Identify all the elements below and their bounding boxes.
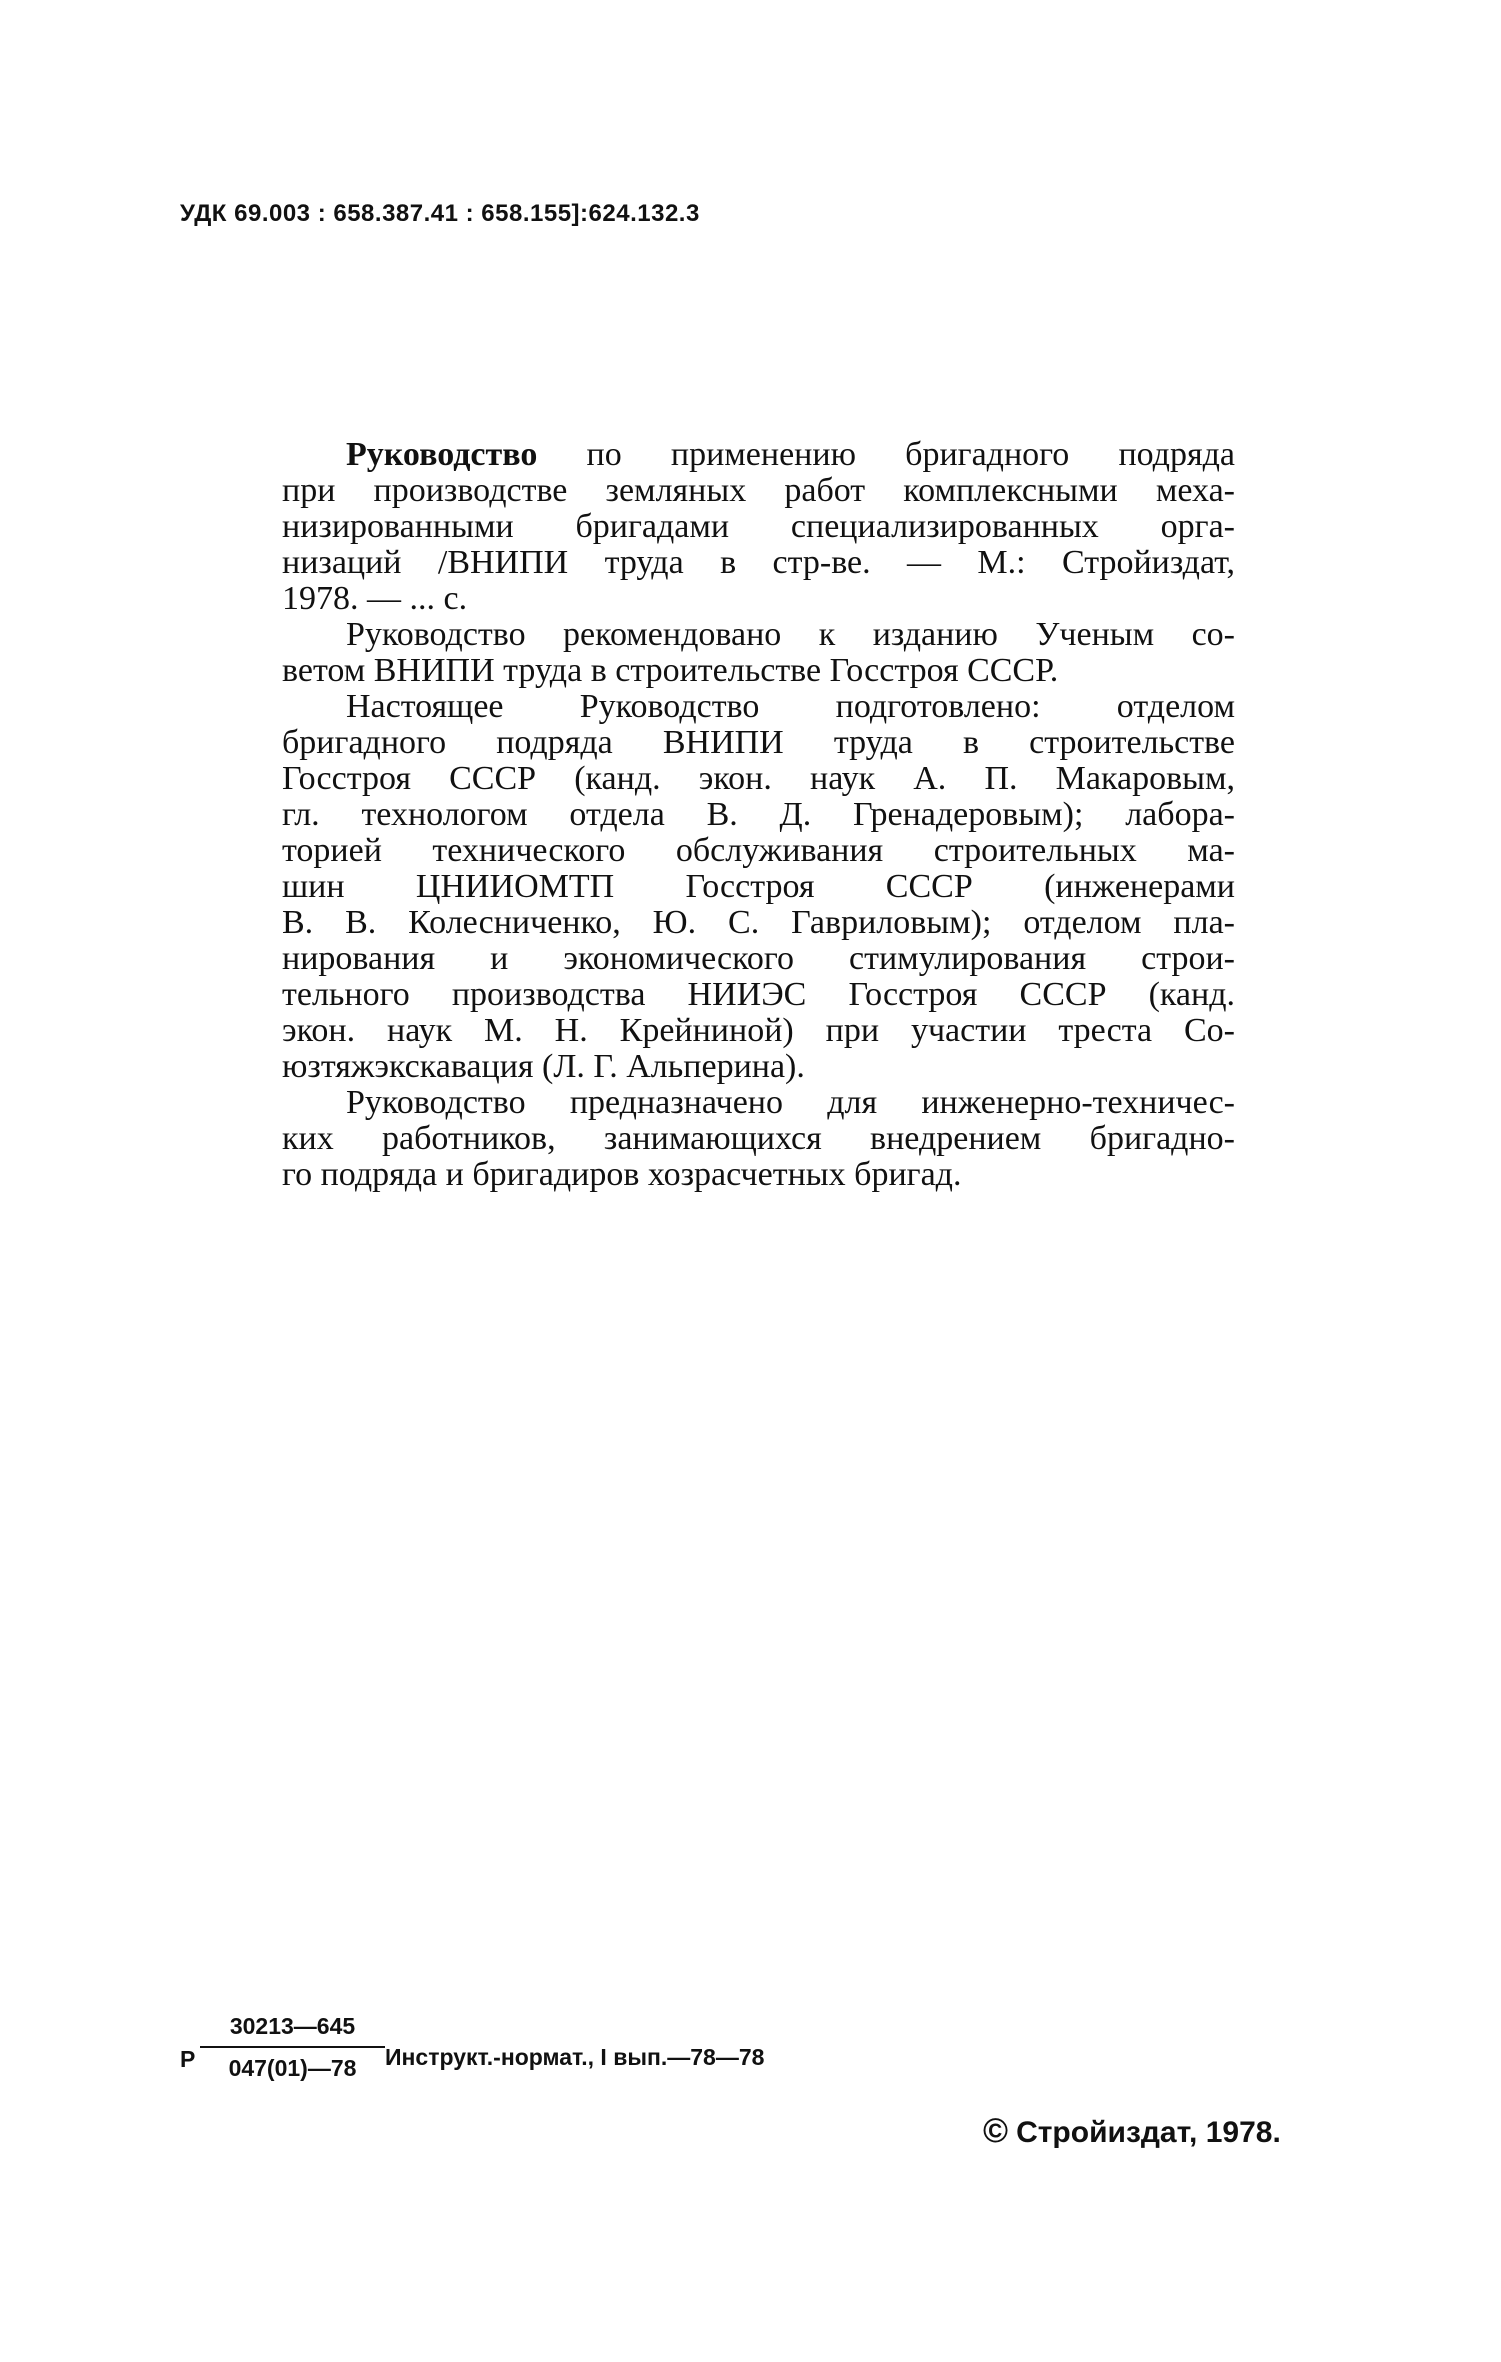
text-line: ких работников, занимающихся внедрением бригадно- [282, 1120, 1235, 1157]
text-line: го подряда и бригадиров хозрасчетных бригад. [282, 1156, 962, 1193]
text-line: низированными бригадами специализированных орга- [282, 508, 1235, 545]
abstract-paragraph-recommendation [282, 617, 1235, 689]
text-line: экон. наук М. Н. Крейниной) при участии треста Со- [282, 1012, 1235, 1049]
publication-code-numerator: 30213—645 [229, 2013, 356, 2039]
abstract-paragraph-authors [282, 689, 1235, 1085]
abstract-paragraph-citation [282, 437, 1235, 617]
text-line: 1978. — ... с. [282, 580, 468, 617]
text-line: В. В. Колесниченко, Ю. С. Гавриловым); отделом пла- [282, 904, 1235, 941]
copyright-notice [983, 2112, 1281, 2151]
text-line: тельного производства НИИЭС Госстроя СССР (канд. [282, 976, 1235, 1013]
text-line: шин ЦНИИОМТП Госстроя СССР (инженерами [282, 868, 1235, 905]
text-segment: по применению бригадного подряда [537, 436, 1235, 473]
text-line: при производстве земляных работ комплексными меха- [282, 472, 1235, 509]
publication-code-prefix: Р [180, 2046, 196, 2072]
publication-code-fraction [200, 2010, 385, 2084]
fraction-bar [200, 2046, 385, 2048]
publication-code-denominator: 047(01)—78 [228, 2055, 357, 2081]
text-line [282, 437, 1235, 473]
publication-code [180, 2010, 960, 2100]
text-line: Настоящее Руководство подготовлено: отделом [346, 688, 1235, 725]
copyright-text: Стройиздат, 1978. [1016, 2116, 1281, 2149]
text-line: Руководство рекомендовано к изданию Ученым со- [346, 616, 1235, 653]
publication-code-tail: Инструкт.-нормат., I вып.—78—78 [385, 2044, 765, 2070]
copyright-icon: © [983, 2112, 1009, 2150]
text-line: нирования и экономического стимулирования строи- [282, 940, 1235, 977]
udk-classification: УДК 69.003 : 658.387.41 : 658.155]:624.132.3 [180, 200, 700, 227]
text-line: гл. технологом отдела В. Д. Гренадеровым); лабора- [282, 796, 1235, 833]
bibliographic-abstract [282, 437, 1235, 1193]
abstract-paragraph-audience [282, 1085, 1235, 1193]
text-line: бригадного подряда ВНИПИ труда в строительстве [282, 724, 1235, 761]
book-title: Руководство [346, 436, 538, 473]
text-line: ветом ВНИПИ труда в строительстве Госстроя СССР. [282, 652, 1059, 689]
text-line: юзтяжэкскавация (Л. Г. Альперина). [282, 1048, 805, 1085]
text-line: торией технического обслуживания строительных ма- [282, 832, 1235, 869]
text-line: Госстроя СССР (канд. экон. наук А. П. Макаровым, [282, 760, 1235, 797]
text-line: Руководство предназначено для инженерно-техничес- [346, 1084, 1235, 1121]
text-line: низаций /ВНИПИ труда в стр-ве. — М.: Стройиздат, [282, 544, 1235, 581]
